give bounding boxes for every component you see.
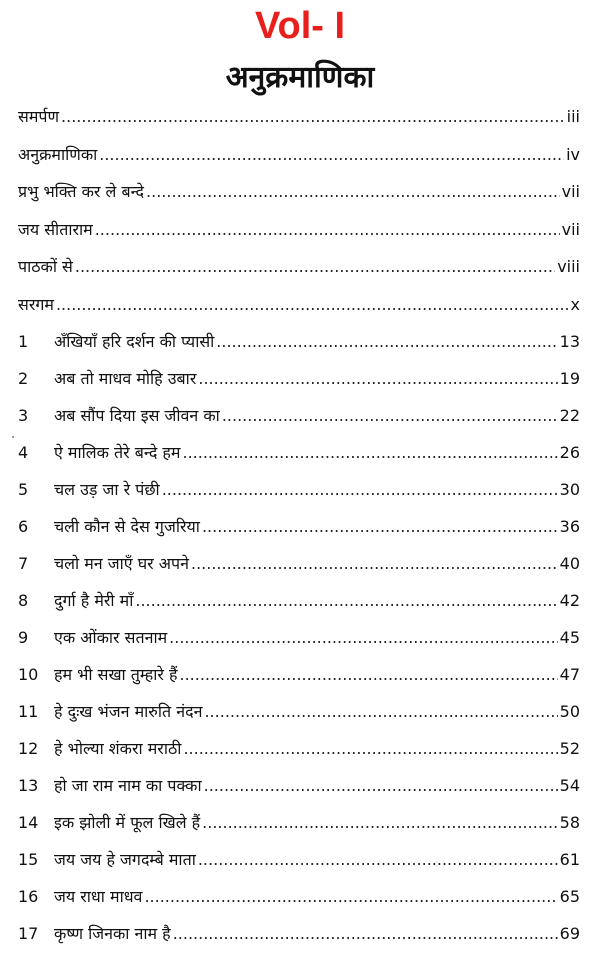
toc-heading: अनुक्रमाणिका	[225, 60, 375, 95]
dot-leader	[204, 693, 557, 730]
dot-leader	[179, 656, 557, 693]
toc-entry-row[interactable]	[18, 730, 580, 767]
toc-entry-row[interactable]	[18, 804, 580, 841]
dot-leader	[56, 286, 569, 324]
toc-row-page: x	[570, 294, 580, 314]
toc-entry-number: 1	[18, 332, 29, 351]
toc-row-title: सरगम	[18, 294, 54, 314]
toc-entry-page: 58	[559, 813, 580, 832]
toc-entry-number: 14	[18, 813, 39, 832]
toc-entry-title: चली कौन से देस गुजरिया	[54, 517, 200, 536]
toc-front-row[interactable]	[18, 98, 580, 136]
toc-row-page: vii	[561, 219, 580, 239]
dot-leader	[222, 397, 558, 434]
dot-leader	[202, 508, 558, 545]
toc-entry-number: 17	[18, 924, 39, 943]
dot-leader	[198, 841, 558, 878]
toc-row-page: vii	[561, 182, 580, 201]
toc-row-title: प्रभु भक्ति कर ले बन्दे	[18, 182, 145, 201]
toc-entry-row[interactable]	[18, 767, 580, 804]
toc-entry-page: 61	[559, 850, 580, 869]
toc-entry-number: 10	[18, 665, 39, 684]
toc-entry-page: 30	[559, 480, 580, 499]
toc-row-title: जय सीताराम	[18, 219, 93, 239]
toc-entry-page: 65	[559, 887, 580, 906]
toc-entry-number: 15	[18, 850, 39, 869]
toc-entry-title: कृष्ण जिनका नाम है	[54, 924, 171, 943]
toc-entry-page: 36	[559, 517, 580, 536]
toc-front-row[interactable]	[18, 248, 580, 286]
dot-leader	[183, 730, 557, 767]
toc-row-page: iii	[566, 107, 580, 126]
toc-entry-page: 45	[559, 628, 580, 647]
dot-leader	[99, 136, 564, 174]
dot-leader	[61, 98, 565, 136]
dot-leader	[144, 878, 557, 915]
toc-entry-title: हे दुःख भंजन मारुति नंदन	[54, 702, 203, 721]
toc-entry-number: 7	[18, 554, 29, 573]
toc-entry-title: जय जय हे जगदम्बे माता	[54, 850, 196, 869]
toc-entry-row[interactable]	[18, 656, 580, 693]
toc-entry-title: हम भी सखा तुम्हारे हैं	[54, 665, 178, 684]
toc-entry-number: 8	[18, 591, 29, 610]
toc-entry-row[interactable]	[18, 471, 580, 508]
toc-entry-page: 13	[559, 332, 580, 351]
toc-entry-title: इक झोली में फूल खिले हैं	[54, 813, 201, 832]
toc-entry-page: 54	[559, 776, 580, 795]
toc-entry-row[interactable]	[18, 841, 580, 878]
toc-row-page: iv	[566, 144, 580, 164]
toc-entry-row[interactable]	[18, 545, 580, 582]
toc-entry-title: ऐ मालिक तेरे बन्दे हम	[54, 443, 181, 462]
toc-entry-page: 42	[559, 591, 580, 610]
toc-entry-row[interactable]	[18, 508, 580, 545]
dot-leader	[191, 545, 558, 582]
dot-leader	[146, 173, 560, 211]
toc-entry-title: अब सौंप दिया इस जीवन का	[54, 406, 220, 425]
toc-entry-number: 12	[18, 739, 39, 758]
toc-entry-title: एक ओंकार सतनाम	[54, 628, 168, 647]
dot-leader	[162, 471, 558, 508]
toc-entry-page: 50	[559, 702, 580, 721]
dot-leader	[183, 434, 558, 471]
toc-entry-page: 22	[559, 406, 580, 425]
toc-entry-title: हो जा राम नाम का पक्का	[54, 776, 202, 795]
dot-leader	[75, 248, 555, 286]
toc-row-title: समर्पण	[18, 107, 60, 126]
toc-entry-page: 40	[559, 554, 580, 573]
toc-entry-page: 52	[559, 739, 580, 758]
toc-entry-page: 47	[559, 665, 580, 684]
toc-entry-number: 3	[18, 406, 29, 425]
toc-entry-number: 13	[18, 776, 39, 795]
toc-entry-row[interactable]	[18, 434, 580, 471]
stray-mark	[12, 436, 14, 438]
toc-list	[18, 98, 580, 952]
dot-leader	[204, 767, 558, 804]
toc-entry-number: 4	[18, 443, 29, 462]
toc-row-page: viii	[557, 257, 580, 276]
dot-leader	[95, 211, 560, 249]
toc-entry-row[interactable]	[18, 693, 580, 730]
dot-leader	[169, 619, 557, 656]
toc-front-row[interactable]	[18, 173, 580, 211]
dot-leader	[202, 804, 558, 841]
toc-entry-row[interactable]	[18, 397, 580, 434]
dot-leader	[198, 360, 557, 397]
toc-entry-page: 69	[559, 924, 580, 943]
toc-entry-number: 6	[18, 517, 29, 536]
toc-entry-row[interactable]	[18, 323, 580, 360]
toc-entry-number: 2	[18, 369, 29, 388]
toc-entry-title: चल उड़ जा रे पंछी	[54, 480, 160, 499]
toc-front-row[interactable]	[18, 286, 580, 324]
toc-entry-title: दुर्गा है मेरी माँ	[54, 591, 134, 610]
toc-entry-title: चलो मन जाएँ घर अपने	[54, 554, 189, 573]
toc-entry-number: 5	[18, 480, 29, 499]
toc-entry-page: 19	[559, 369, 580, 388]
toc-front-row[interactable]	[18, 136, 580, 174]
volume-title: Vol- I	[254, 5, 346, 47]
toc-entry-row[interactable]	[18, 878, 580, 915]
toc-entry-number: 9	[18, 628, 29, 647]
toc-entry-title: जय राधा माधव	[54, 887, 143, 906]
toc-entry-title: अब तो माधव मोहि उबार	[54, 369, 197, 388]
toc-entry-title: अँखियाँ हरि दर्शन की प्यासी	[54, 332, 215, 351]
toc-entry-row[interactable]	[18, 360, 580, 397]
toc-front-row[interactable]	[18, 211, 580, 249]
toc-entry-row[interactable]	[18, 915, 580, 952]
dot-leader	[135, 582, 557, 619]
toc-row-title: अनुक्रमाणिका	[18, 144, 98, 164]
toc-entry-row[interactable]	[18, 619, 580, 656]
dot-leader	[173, 915, 558, 952]
toc-entry-title: हे भोल्या शंकरा मराठी	[54, 739, 182, 758]
dot-leader	[216, 323, 557, 360]
toc-entry-page: 26	[559, 443, 580, 462]
toc-entry-number: 16	[18, 887, 39, 906]
toc-entry-row[interactable]	[18, 582, 580, 619]
toc-row-title: पाठकों से	[18, 257, 73, 276]
toc-entry-number: 11	[18, 702, 39, 721]
